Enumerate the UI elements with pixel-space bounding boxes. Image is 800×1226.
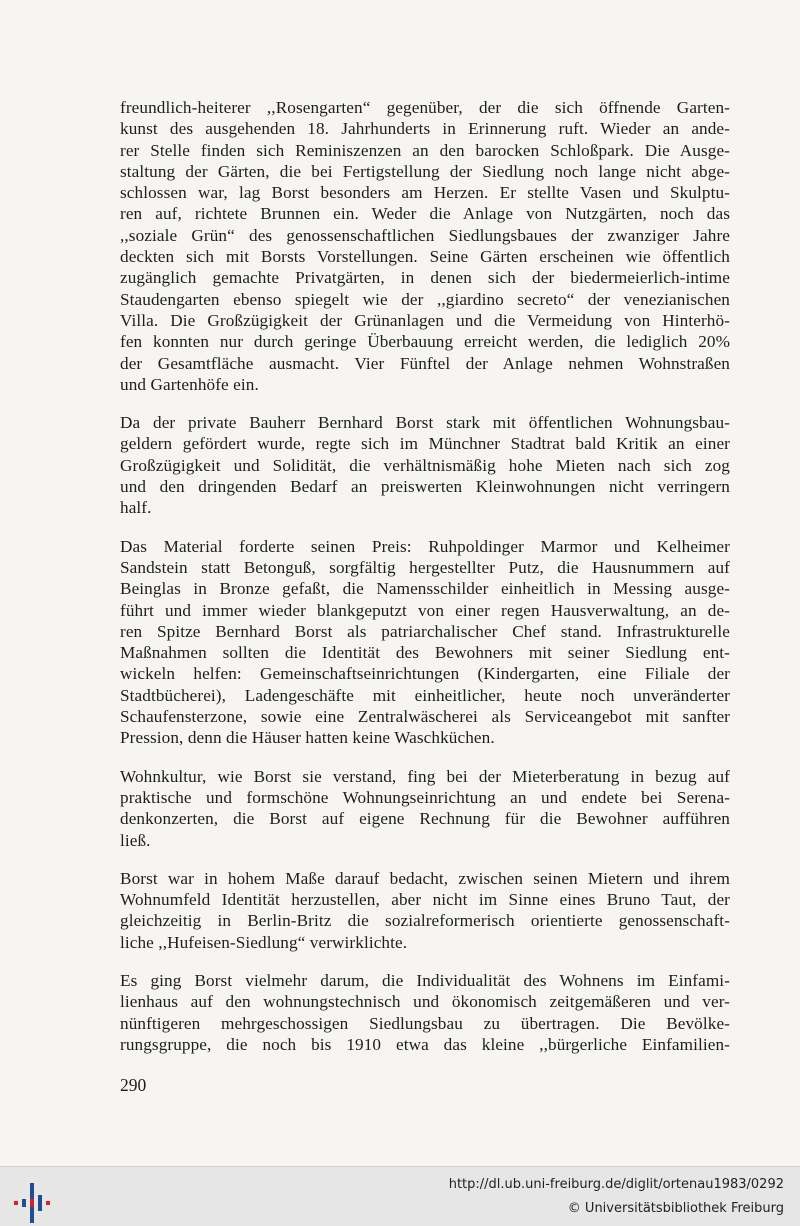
text-line: Beinglas in Bronze gefaßt, die Namensschilder einheitlich in Messing ausge- [120, 579, 730, 599]
text-line: Maßnahmen sollten die Identität des Bewohners mit seiner Siedlung ent- [120, 643, 730, 663]
text-line: nünftigeren mehrgeschossigen Siedlungsbau zu übertragen. Die Bevölke- [120, 1013, 730, 1033]
text-line: Wohnumfeld Identität herzustellen, aber nicht im Sinne eines Bruno Taut, der [120, 890, 730, 910]
text-line: Es ging Borst vielmehr darum, die Individualität des Wohnens im Einfami- [120, 970, 730, 990]
text-line: und den dringenden Bedarf an preiswerten Kleinwohnungen nicht verringern [120, 477, 730, 497]
paragraph-2 [120, 412, 730, 518]
permalink-url[interactable]: http://dl.ub.uni-freiburg.de/diglit/ortenau1983/0292 [448, 1177, 784, 1192]
text-line: ließ. [120, 830, 151, 850]
text-line: Staudengarten ebenso spiegelt wie der ,,giardino secreto“ der venezianischen [120, 289, 730, 309]
text-line: Sandstein statt Betonguß, sorgfältig hergestellter Putz, die Hausnummern auf [120, 557, 730, 577]
text-line: Wohnkultur, wie Borst sie verstand, fing bei der Mieterberatung in bezug auf [120, 766, 730, 786]
text-line: deckten sich mit Borsts Vorstellungen. Seine Gärten erscheinen wie öffentlich [120, 247, 730, 267]
paragraph-3 [120, 536, 730, 749]
text-line: kunst des ausgehenden 18. Jahrhunderts in Erinnerung ruft. Wieder an ande- [120, 119, 730, 139]
text-line: ren auf, richtete Brunnen ein. Weder die Anlage von Nutzgärten, noch das [120, 204, 730, 224]
viewer-footer [0, 1166, 800, 1226]
text-line: schlossen war, lag Borst besonders am Herzen. Er stellte Vasen und Skulptu- [120, 183, 730, 203]
text-line: gleichzeitig in Berlin-Britz die sozialreformerisch orientierte genossenschaft- [120, 911, 730, 931]
copyright-notice: © Universitätsbibliothek Freiburg [567, 1201, 784, 1216]
text-line: rer Stelle finden sich Reminiszenzen an den barocken Schloßpark. Die Ausge- [120, 140, 730, 160]
text-line: führt und immer wieder blankgeputzt von einer regen Hausverwaltung, an de- [120, 600, 730, 620]
page-number: 290 [120, 1075, 147, 1095]
text-line: lienhaus auf den wohnungstechnisch und ökonomisch zeitgemäßeren und ver- [120, 992, 730, 1012]
text-line: fen konnten nur durch geringe Überbauung erreicht werden, die lediglich 20% [120, 332, 730, 352]
text-line: der Gesamtfläche ausmacht. Vier Fünftel der Anlage nehmen Wohnstraßen [120, 353, 730, 373]
text-line: ,,soziale Grün“ des genossenschaftlichen Siedlungsbaues der zwanziger Jahre [120, 225, 730, 245]
text-line: staltung der Gärten, die bei Fertigstellung der Siedlung noch lange nicht abge- [120, 161, 730, 181]
text-line: Schaufensterzone, sowie eine Zentralwäscherei als Serviceangebot mit sanfter [120, 707, 730, 727]
text-line: Da der private Bauherr Bernhard Borst stark mit öffentlichen Wohnungsbau- [120, 413, 730, 433]
paragraph-6 [120, 970, 730, 1055]
text-line: geldern gefördert wurde, regte sich im Münchner Stadtrat bald Kritik an einer [120, 434, 730, 454]
text-line: praktische und formschöne Wohnungseinrichtung an und endete bei Serena- [120, 787, 730, 807]
text-line: denkonzerten, die Borst auf eigene Rechnung für die Bewohner aufführen [120, 809, 730, 829]
text-line: wickeln helfen: Gemeinschaftseinrichtungen (Kindergarten, eine Filiale der [120, 664, 730, 684]
text-line: und Gartenhöfe ein. [120, 374, 259, 394]
text-line: half. [120, 498, 152, 518]
paragraph-4 [120, 766, 730, 851]
ub-freiburg-logo-icon[interactable] [10, 1181, 54, 1225]
paragraph-1 [120, 97, 730, 395]
text-line: zugänglich gemachte Privatgärten, in denen sich der biedermeierlich-intime [120, 268, 730, 288]
text-line: Großzügigkeit und Solidität, die verhältnismäßig hohe Mieten nach sich zog [120, 455, 730, 475]
text-line: liche ,,Hufeisen-Siedlung“ verwirklichte. [120, 932, 408, 952]
text-line: Villa. Die Großzügigkeit der Grünanlagen und die Vermeidung von Hinterhö- [120, 310, 730, 330]
text-line: Pression, denn die Häuser hatten keine Waschküchen. [120, 728, 495, 748]
text-line: freundlich-heiterer ,,Rosengarten“ gegenüber, der die sich öffnende Garten- [120, 98, 730, 117]
text-line: Stadtbücherei), Ladengeschäfte mit einheitlicher, heute noch unveränderter [120, 685, 730, 705]
text-line: Das Material forderte seinen Preis: Ruhpoldinger Marmor und Kelheimer [120, 536, 730, 556]
text-line: rungsgruppe, die noch bis 1910 etwa das kleine ,,bürgerliche Einfamilien- [120, 1034, 730, 1054]
body-text [120, 97, 730, 1072]
text-line: ren Spitze Bernhard Borst als patriarchalischer Chef stand. Infrastrukturelle [120, 621, 730, 641]
paragraph-5 [120, 868, 730, 953]
text-line: Borst war in hohem Maße darauf bedacht, zwischen seinen Mietern und ihrem [120, 868, 730, 888]
